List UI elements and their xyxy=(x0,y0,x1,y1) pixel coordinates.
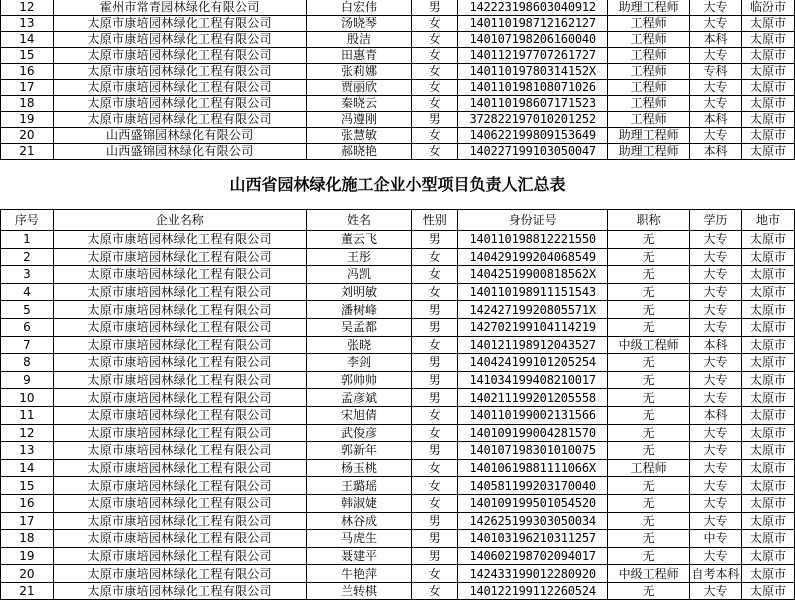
person-name: 张晓 xyxy=(306,336,412,354)
gender-cell: 男 xyxy=(412,0,458,16)
person-name: 白宏伟 xyxy=(306,0,412,16)
id-number-cell: 140110198812221550 xyxy=(458,231,608,249)
row-index: 13 xyxy=(1,442,54,460)
row-index: 5 xyxy=(1,301,54,319)
id-number-cell: 140110198712162127 xyxy=(458,16,608,32)
table-row xyxy=(1,248,795,266)
job-title-cell: 无 xyxy=(608,354,690,372)
row-index: 6 xyxy=(1,318,54,336)
city-cell: 临汾市 xyxy=(742,0,795,16)
table-row xyxy=(1,301,795,319)
company-cell: 太原市康培园林绿化工程有限公司 xyxy=(53,32,306,48)
id-number-cell: 142433199012280920 xyxy=(458,565,608,583)
table-row xyxy=(1,442,795,460)
page-title: 山西省园林绿化施工企业小型项目负责人汇总表 xyxy=(229,175,566,194)
id-number-cell: 140110199002131566 xyxy=(458,406,608,424)
id-number-cell: 372822197010201252 xyxy=(458,112,608,128)
id-number-cell: 140103196210311257 xyxy=(458,530,608,548)
education-cell: 大专 xyxy=(690,494,742,512)
job-title-cell: 无 xyxy=(608,477,690,495)
company-cell: 太原市康培园林绿化工程有限公司 xyxy=(53,389,306,407)
city-cell: 太原市 xyxy=(742,494,795,512)
id-number-cell: 140581199203170040 xyxy=(458,477,608,495)
gender-cell: 女 xyxy=(412,266,458,284)
company-cell: 太原市康培园林绿化工程有限公司 xyxy=(53,283,306,301)
city-cell: 太原市 xyxy=(742,389,795,407)
table-row xyxy=(1,16,795,32)
person-name: 林谷成 xyxy=(306,512,412,530)
table-row xyxy=(1,494,795,512)
table-row xyxy=(1,547,795,565)
row-index: 15 xyxy=(1,48,54,64)
education-cell: 大专 xyxy=(690,0,742,16)
job-title-cell: 工程师 xyxy=(608,80,690,96)
id-number-cell: 140429199204068549 xyxy=(458,248,608,266)
company-cell: 太原市康培园林绿化工程有限公司 xyxy=(53,64,306,80)
job-title-cell: 无 xyxy=(608,231,690,249)
row-index: 17 xyxy=(1,80,54,96)
company-cell: 太原市康培园林绿化工程有限公司 xyxy=(53,371,306,389)
row-index: 17 xyxy=(1,512,54,530)
city-cell: 太原市 xyxy=(742,266,795,284)
city-cell: 太原市 xyxy=(742,582,795,600)
city-cell: 太原市 xyxy=(742,530,795,548)
city-cell: 太原市 xyxy=(742,336,795,354)
person-name: 张莉娜 xyxy=(306,64,412,80)
gender-cell: 女 xyxy=(412,494,458,512)
person-name: 殷洁 xyxy=(306,32,412,48)
row-index: 20 xyxy=(1,128,54,144)
gender-cell: 女 xyxy=(412,32,458,48)
education-cell: 中专 xyxy=(690,530,742,548)
education-cell: 大专 xyxy=(690,318,742,336)
header-education: 学历 xyxy=(690,210,742,231)
gender-cell: 男 xyxy=(412,389,458,407)
row-index: 11 xyxy=(1,406,54,424)
city-cell: 太原市 xyxy=(742,406,795,424)
id-number-cell: 140424199101205254 xyxy=(458,354,608,372)
company-cell: 太原市康培园林绿化工程有限公司 xyxy=(53,318,306,336)
table-row xyxy=(1,512,795,530)
job-title-cell: 中级工程师 xyxy=(608,336,690,354)
job-title-cell: 无 xyxy=(608,424,690,442)
table-header-row xyxy=(1,210,795,231)
header-index: 序号 xyxy=(1,210,54,231)
job-title-cell: 助理工程师 xyxy=(608,144,690,160)
city-cell: 太原市 xyxy=(742,442,795,460)
row-index: 16 xyxy=(1,494,54,512)
education-cell: 专科 xyxy=(690,64,742,80)
table-row xyxy=(1,112,795,128)
job-title-cell: 无 xyxy=(608,248,690,266)
table-row xyxy=(1,371,795,389)
person-name: 董云飞 xyxy=(306,231,412,249)
person-name: 聂建平 xyxy=(306,547,412,565)
table-row xyxy=(1,0,795,16)
job-title-cell: 中级工程师 xyxy=(608,565,690,583)
gender-cell: 女 xyxy=(412,80,458,96)
table-row xyxy=(1,406,795,424)
job-title-cell: 工程师 xyxy=(608,112,690,128)
table-row xyxy=(1,336,795,354)
id-number-cell: 140110198607171523 xyxy=(458,96,608,112)
city-cell: 太原市 xyxy=(742,477,795,495)
city-cell: 太原市 xyxy=(742,248,795,266)
gender-cell: 女 xyxy=(412,48,458,64)
gender-cell: 男 xyxy=(412,442,458,460)
gender-cell: 女 xyxy=(412,406,458,424)
row-index: 19 xyxy=(1,547,54,565)
person-name: 冯遵刚 xyxy=(306,112,412,128)
education-cell: 大专 xyxy=(690,80,742,96)
row-index: 1 xyxy=(1,231,54,249)
job-title-cell: 无 xyxy=(608,389,690,407)
company-cell: 太原市康培园林绿化工程有限公司 xyxy=(53,248,306,266)
person-name: 王彤 xyxy=(306,248,412,266)
company-cell: 太原市康培园林绿化工程有限公司 xyxy=(53,112,306,128)
id-number-cell: 140122199112260524 xyxy=(458,582,608,600)
job-title-cell: 无 xyxy=(608,547,690,565)
person-name: 潘树峰 xyxy=(306,301,412,319)
person-name: 宋旭倩 xyxy=(306,406,412,424)
summary-table xyxy=(0,209,795,600)
job-title-cell: 无 xyxy=(608,266,690,284)
row-index: 18 xyxy=(1,530,54,548)
id-number-cell: 140109199004281570 xyxy=(458,424,608,442)
city-cell: 太原市 xyxy=(742,565,795,583)
table-row xyxy=(1,582,795,600)
id-number-cell: 142702199104114219 xyxy=(458,318,608,336)
gender-cell: 女 xyxy=(412,477,458,495)
job-title-cell: 工程师 xyxy=(608,16,690,32)
table-row xyxy=(1,424,795,442)
row-index: 12 xyxy=(1,0,54,16)
gender-cell: 男 xyxy=(412,530,458,548)
education-cell: 大专 xyxy=(690,371,742,389)
row-index: 8 xyxy=(1,354,54,372)
education-cell: 大专 xyxy=(690,424,742,442)
company-cell: 太原市康培园林绿化工程有限公司 xyxy=(53,336,306,354)
gender-cell: 女 xyxy=(412,283,458,301)
table-row xyxy=(1,530,795,548)
row-index: 9 xyxy=(1,371,54,389)
education-cell: 大专 xyxy=(690,442,742,460)
company-cell: 太原市康培园林绿化工程有限公司 xyxy=(53,266,306,284)
row-index: 7 xyxy=(1,336,54,354)
row-index: 4 xyxy=(1,283,54,301)
top-table-body xyxy=(1,0,795,160)
row-index: 12 xyxy=(1,424,54,442)
company-cell: 太原市康培园林绿化工程有限公司 xyxy=(53,547,306,565)
city-cell: 太原市 xyxy=(742,80,795,96)
job-title-cell: 无 xyxy=(608,512,690,530)
company-cell: 太原市康培园林绿化工程有限公司 xyxy=(53,80,306,96)
person-name: 韩淑婕 xyxy=(306,494,412,512)
table-row xyxy=(1,96,795,112)
id-number-cell: 141034199408210017 xyxy=(458,371,608,389)
gender-cell: 男 xyxy=(412,512,458,530)
table-row xyxy=(1,266,795,284)
table-row xyxy=(1,80,795,96)
gender-cell: 男 xyxy=(412,354,458,372)
person-name: 武俊彦 xyxy=(306,424,412,442)
person-name: 贾丽欣 xyxy=(306,80,412,96)
city-cell: 太原市 xyxy=(742,128,795,144)
table-row xyxy=(1,477,795,495)
table-row xyxy=(1,283,795,301)
education-cell: 大专 xyxy=(690,477,742,495)
job-title-cell: 无 xyxy=(608,318,690,336)
top-table xyxy=(0,0,795,160)
city-cell: 太原市 xyxy=(742,354,795,372)
row-index: 18 xyxy=(1,96,54,112)
company-cell: 山西盛锦园林绿化有限公司 xyxy=(53,128,306,144)
gender-cell: 女 xyxy=(412,128,458,144)
city-cell: 太原市 xyxy=(742,96,795,112)
id-number-cell: 140227199103050047 xyxy=(458,144,608,160)
row-index: 21 xyxy=(1,582,54,600)
table-row xyxy=(1,64,795,80)
row-index: 16 xyxy=(1,64,54,80)
row-index: 10 xyxy=(1,389,54,407)
education-cell: 本科 xyxy=(690,32,742,48)
city-cell: 太原市 xyxy=(742,301,795,319)
id-number-cell: 142625199303050034 xyxy=(458,512,608,530)
education-cell: 大专 xyxy=(690,266,742,284)
gender-cell: 女 xyxy=(412,582,458,600)
id-number-cell: 14011019780314152X xyxy=(458,64,608,80)
row-index: 14 xyxy=(1,459,54,477)
city-cell: 太原市 xyxy=(742,48,795,64)
row-index: 3 xyxy=(1,266,54,284)
id-number-cell: 14042519900818562X xyxy=(458,266,608,284)
city-cell: 太原市 xyxy=(742,283,795,301)
education-cell: 本科 xyxy=(690,336,742,354)
job-title-cell: 无 xyxy=(608,494,690,512)
gender-cell: 女 xyxy=(412,248,458,266)
education-cell: 大专 xyxy=(690,128,742,144)
table-row xyxy=(1,48,795,64)
row-index: 13 xyxy=(1,16,54,32)
job-title-cell: 无 xyxy=(608,530,690,548)
gender-cell: 女 xyxy=(412,96,458,112)
table-row xyxy=(1,565,795,583)
company-cell: 太原市康培园林绿化工程有限公司 xyxy=(53,231,306,249)
id-number-cell: 140622199809153649 xyxy=(458,128,608,144)
job-title-cell: 工程师 xyxy=(608,48,690,64)
person-name: 杨玉桃 xyxy=(306,459,412,477)
table-row xyxy=(1,231,795,249)
person-name: 郝晓艳 xyxy=(306,144,412,160)
company-cell: 太原市康培园林绿化工程有限公司 xyxy=(53,494,306,512)
person-name: 王璐瑶 xyxy=(306,477,412,495)
job-title-cell: 工程师 xyxy=(608,96,690,112)
row-index: 2 xyxy=(1,248,54,266)
header-id-number: 身份证号 xyxy=(458,210,608,231)
city-cell: 太原市 xyxy=(742,32,795,48)
city-cell: 太原市 xyxy=(742,112,795,128)
job-title-cell: 助理工程师 xyxy=(608,0,690,16)
person-name: 李剑 xyxy=(306,354,412,372)
company-cell: 霍州市常青园林绿化有限公司 xyxy=(53,0,306,16)
company-cell: 太原市康培园林绿化工程有限公司 xyxy=(53,477,306,495)
id-number-cell: 140110198108071026 xyxy=(458,80,608,96)
company-cell: 太原市康培园林绿化工程有限公司 xyxy=(53,512,306,530)
table-row xyxy=(1,459,795,477)
company-cell: 太原市康培园林绿化工程有限公司 xyxy=(53,301,306,319)
gender-cell: 女 xyxy=(412,459,458,477)
gender-cell: 男 xyxy=(412,371,458,389)
table-row xyxy=(1,354,795,372)
person-name: 郭帅帅 xyxy=(306,371,412,389)
gender-cell: 男 xyxy=(412,231,458,249)
company-cell: 太原市康培园林绿化工程有限公司 xyxy=(53,565,306,583)
gender-cell: 女 xyxy=(412,16,458,32)
gender-cell: 女 xyxy=(412,64,458,80)
company-cell: 太原市康培园林绿化工程有限公司 xyxy=(53,582,306,600)
job-title-cell: 无 xyxy=(608,406,690,424)
gender-cell: 男 xyxy=(412,301,458,319)
company-cell: 太原市康培园林绿化工程有限公司 xyxy=(53,48,306,64)
gender-cell: 男 xyxy=(412,112,458,128)
job-title-cell: 工程师 xyxy=(608,64,690,80)
company-cell: 太原市康培园林绿化工程有限公司 xyxy=(53,406,306,424)
person-name: 牛艳萍 xyxy=(306,565,412,583)
city-cell: 太原市 xyxy=(742,144,795,160)
education-cell: 大专 xyxy=(690,582,742,600)
id-number-cell: 14242719920805571X xyxy=(458,301,608,319)
city-cell: 太原市 xyxy=(742,64,795,80)
person-name: 刘明敏 xyxy=(306,283,412,301)
company-cell: 太原市康培园林绿化工程有限公司 xyxy=(53,530,306,548)
education-cell: 本科 xyxy=(690,144,742,160)
gender-cell: 女 xyxy=(412,565,458,583)
header-gender: 性别 xyxy=(412,210,458,231)
city-cell: 太原市 xyxy=(742,424,795,442)
job-title-cell: 无 xyxy=(608,582,690,600)
education-cell: 大专 xyxy=(690,248,742,266)
education-cell: 大专 xyxy=(690,389,742,407)
row-index: 14 xyxy=(1,32,54,48)
table-row xyxy=(1,32,795,48)
company-cell: 太原市康培园林绿化工程有限公司 xyxy=(53,424,306,442)
id-number-cell: 140602198702094017 xyxy=(458,547,608,565)
id-number-cell: 140211199201205558 xyxy=(458,389,608,407)
education-cell: 大专 xyxy=(690,231,742,249)
gender-cell: 女 xyxy=(412,336,458,354)
city-cell: 太原市 xyxy=(742,459,795,477)
summary-table-body xyxy=(1,231,795,600)
id-number-cell: 140121198912043527 xyxy=(458,336,608,354)
education-cell: 大专 xyxy=(690,354,742,372)
job-title-cell: 工程师 xyxy=(608,32,690,48)
job-title-cell: 无 xyxy=(608,371,690,389)
person-name: 马虎生 xyxy=(306,530,412,548)
row-index: 15 xyxy=(1,477,54,495)
education-cell: 大专 xyxy=(690,301,742,319)
education-cell: 大专 xyxy=(690,96,742,112)
gender-cell: 男 xyxy=(412,547,458,565)
header-name: 姓名 xyxy=(306,210,412,231)
city-cell: 太原市 xyxy=(742,231,795,249)
id-number-cell: 140107198301010075 xyxy=(458,442,608,460)
person-name: 郭新年 xyxy=(306,442,412,460)
gender-cell: 女 xyxy=(412,424,458,442)
person-name: 冯凯 xyxy=(306,266,412,284)
education-cell: 大专 xyxy=(690,459,742,477)
person-name: 兰转棋 xyxy=(306,582,412,600)
job-title-cell: 助理工程师 xyxy=(608,128,690,144)
company-cell: 太原市康培园林绿化工程有限公司 xyxy=(53,16,306,32)
education-cell: 大专 xyxy=(690,547,742,565)
id-number-cell: 14010619881111066X xyxy=(458,459,608,477)
education-cell: 本科 xyxy=(690,112,742,128)
person-name: 孟彦斌 xyxy=(306,389,412,407)
id-number-cell: 140109199501054520 xyxy=(458,494,608,512)
table-row xyxy=(1,389,795,407)
table-row xyxy=(1,318,795,336)
company-cell: 太原市康培园林绿化工程有限公司 xyxy=(53,354,306,372)
city-cell: 太原市 xyxy=(742,16,795,32)
id-number-cell: 140112197707261727 xyxy=(458,48,608,64)
city-cell: 太原市 xyxy=(742,512,795,530)
person-name: 汤晓琴 xyxy=(306,16,412,32)
header-title: 职称 xyxy=(608,210,690,231)
table-row xyxy=(1,128,795,144)
id-number-cell: 140107198206160040 xyxy=(458,32,608,48)
job-title-cell: 无 xyxy=(608,442,690,460)
header-company: 企业名称 xyxy=(53,210,306,231)
id-number-cell: 142223198603040912 xyxy=(458,0,608,16)
company-cell: 太原市康培园林绿化工程有限公司 xyxy=(53,96,306,112)
gender-cell: 男 xyxy=(412,318,458,336)
education-cell: 大专 xyxy=(690,48,742,64)
person-name: 吴孟都 xyxy=(306,318,412,336)
job-title-cell: 无 xyxy=(608,283,690,301)
company-cell: 太原市康培园林绿化工程有限公司 xyxy=(53,442,306,460)
table-row xyxy=(1,144,795,160)
job-title-cell: 工程师 xyxy=(608,459,690,477)
row-index: 21 xyxy=(1,144,54,160)
education-cell: 大专 xyxy=(690,16,742,32)
education-cell: 大专 xyxy=(690,512,742,530)
person-name: 田惠青 xyxy=(306,48,412,64)
education-cell: 自考本科 xyxy=(691,566,740,581)
id-number-cell: 140110198911151543 xyxy=(458,283,608,301)
person-name: 秦晓云 xyxy=(306,96,412,112)
header-city: 地市 xyxy=(742,210,795,231)
row-index: 19 xyxy=(1,112,54,128)
city-cell: 太原市 xyxy=(742,547,795,565)
city-cell: 太原市 xyxy=(742,371,795,389)
gender-cell: 女 xyxy=(412,144,458,160)
company-cell: 太原市康培园林绿化工程有限公司 xyxy=(53,459,306,477)
education-cell: 大专 xyxy=(690,283,742,301)
person-name: 张慧敏 xyxy=(306,128,412,144)
job-title-cell: 无 xyxy=(608,301,690,319)
education-cell: 本科 xyxy=(690,406,742,424)
company-cell: 山西盛锦园林绿化有限公司 xyxy=(53,144,306,160)
city-cell: 太原市 xyxy=(742,318,795,336)
row-index: 20 xyxy=(1,565,54,583)
